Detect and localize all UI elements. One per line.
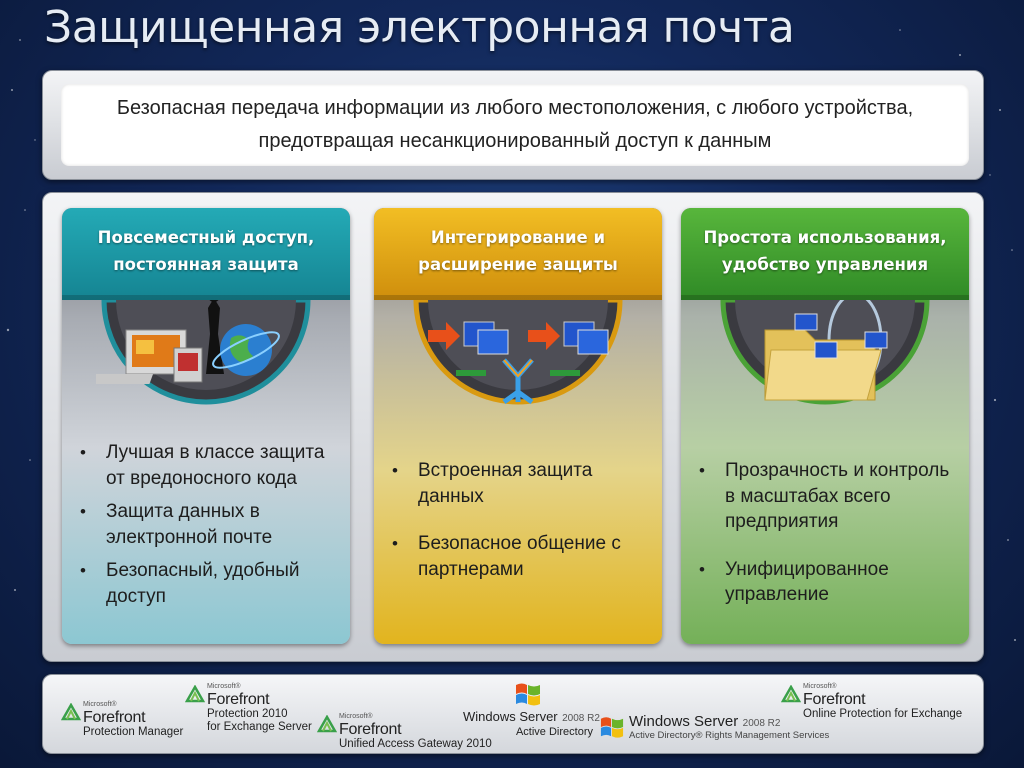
column-usability-card <box>681 208 969 644</box>
folder-management-icon <box>715 300 935 422</box>
product-logos-panel <box>42 674 984 754</box>
forefront-uag-logo: Microsoft® Forefront Unified Access Gateway 2010 <box>339 713 492 751</box>
windows-flag-icon <box>514 681 542 707</box>
list-item: • Безопасное общение с партнерами <box>386 531 648 582</box>
windows-flag-icon <box>599 715 625 739</box>
list-item: • Встроенная защита данных <box>386 458 648 509</box>
forefront-icon <box>781 685 801 703</box>
list-item: • Защита данных в электронной почте <box>74 499 336 550</box>
column-access-card <box>62 208 350 644</box>
page-title: Защищенная электронная почта <box>44 2 795 53</box>
columns-panel <box>42 192 984 662</box>
column-heading: Простота использования, удобство управления <box>681 208 969 300</box>
subtitle-panel <box>42 70 984 180</box>
windows-server-ad-logo: Windows Server 2008 R2 Active Directory <box>463 681 593 738</box>
column-heading: Повсеместный доступ, постоянная защита <box>62 208 350 300</box>
forefront-protection-manager-logo: Microsoft® Forefront Protection Manager <box>83 701 183 739</box>
forefront-icon <box>185 685 205 703</box>
column-bullet-list <box>62 440 350 617</box>
list-item: • Безопасный, удобный доступ <box>74 558 336 609</box>
column-integration-card <box>374 208 662 644</box>
forefront-icon <box>61 703 81 721</box>
computer-person-globe-icon <box>96 300 316 422</box>
windows-server-rms-logo: Windows Server 2008 R2 Active Directory® Rights Management Services <box>599 713 829 741</box>
column-heading: Интегрирование и расширение защиты <box>374 208 662 300</box>
forefront-online-protection-logo: Microsoft® Forefront Online Protection for Exchange <box>803 683 962 721</box>
list-item: • Унифицированное управление <box>693 557 955 608</box>
list-item: • Лучшая в классе защита от вредоносного кода <box>74 440 336 491</box>
network-computers-icon <box>408 300 628 422</box>
column-bullet-list <box>681 458 969 630</box>
forefront-protection-exchange-logo: Microsoft® Forefront Protection 2010 for Exchange Server <box>207 683 312 734</box>
forefront-icon <box>317 715 337 733</box>
column-bullet-list <box>374 458 662 604</box>
subtitle-text: Безопасная передача информации из любого местоположения, с любого устройства, предотвращая несанкционированный доступ к данным <box>61 84 969 166</box>
list-item: • Прозрачность и контроль в масштабах всего предприятия <box>693 458 955 535</box>
